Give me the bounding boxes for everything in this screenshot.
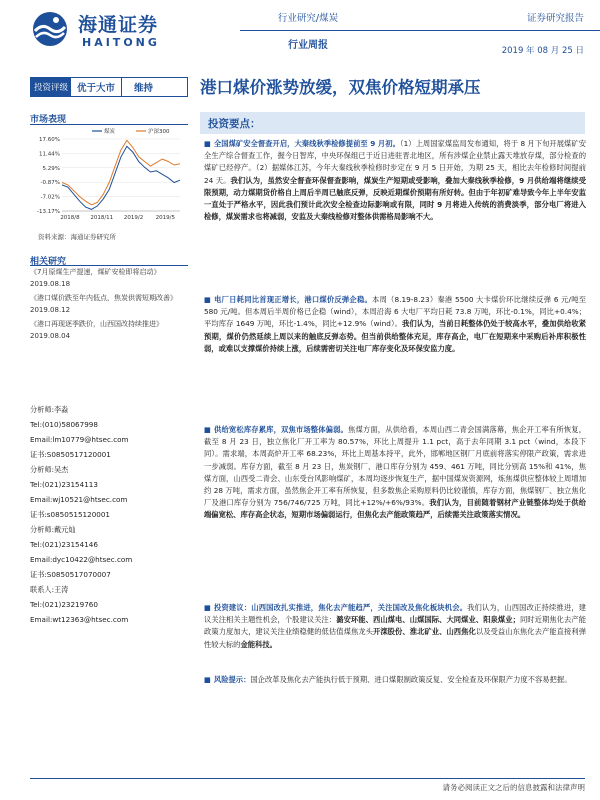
logo-cn-text: 海通证券 [78, 14, 159, 36]
paragraph-view: 我们认为，虽然安全督查环保督查影响，煤炭生产短期或受影响，叠加大秦线秋季检修，9 月供给端将继续受限预期，动力煤期货价格自上周后半周已触底反弹，反映近期煤价预期有所好转。但由于年初矿难导致今年上半年安监一直处于严格水平，因此我们预计此次安全检查边际影响或有限，同时 9 月将进入传统的消费淡季，部分电厂将进入检修，煤炭需求也将减弱，安监及大秦线检修对整体供需格局影响不大。 [204, 175, 586, 222]
related-item-title: 《港口再现逐季跌价，山西国改持续推进》 [30, 320, 163, 328]
y-tick-label: -7.02% [40, 194, 60, 201]
header-divider [240, 30, 600, 31]
y-tick-label: 17.60% [39, 137, 60, 143]
related-item-date: 2019.08.12 [30, 306, 71, 314]
analyst-email[interactable]: Email:wt12363@htsec.com [30, 615, 129, 624]
header-report-type: 行业周报 [288, 40, 328, 51]
paragraph-body: 焦煤方面，从供给看，本周山西二青会国满落幕，焦企开工率有所恢复，截至 8 月 23 日，独立焦化厂开工率为 80.57%，环比上周提升 1.1 pct，高于去年同期 3.1 pct（wind，本段下同）。需求端，本周高炉开工率 68.23%，环比上周基本持平，此外，邯郸地区钢厂月底前将落实停限产政策，需求进一步减弱。库存方面，截至 8 月 23 日，焦炭钢厂、港口库存分别为 459、461 万吨，同比分别高 15%和 41%，焦煤方面，山西受二青会、山东受台风影响煤矿，本周均逐步恢复生产，据中国煤炭资源网，炼焦煤供应整体较上周增加约 28 万吨，需求方面，虽然焦企开工率有所恢复，但多数焦企采购原料仍比较谨慎，库存方面，焦煤钢厂、独立焦化厂及港口库存分别为 756/746/725 万吨，同比+12%/+6%/93%。 [204, 425, 586, 508]
paragraph-lead-2: 山西国改扎实推进，焦化去产能趋严，关注国改及焦化板块机会。 [251, 603, 468, 612]
risk-body: 国企改革及焦化去产能执行低于预期、进口煤限制政策反复、安全检查及环保限产力度不容易把握。 [250, 675, 572, 684]
haitong-logo [30, 8, 190, 54]
analyst-contacts [30, 402, 190, 627]
legend-label: 煤炭 [104, 129, 116, 135]
analyst-tel: Tel:(021)23219760 [30, 600, 98, 609]
x-tick-label: 2018/11 [90, 215, 114, 221]
analyst-name: 联系人:王涛 [30, 585, 69, 594]
paragraph-lead: 电厂日耗同比首现正增长，港口煤价反弹企稳。 [214, 295, 372, 304]
stock-picks: 潞安环能、西山煤电、山煤国际、大同煤业、阳泉煤业； [336, 615, 520, 625]
analyst-cert: 证书:S0850517070007 [30, 570, 111, 579]
paragraph-view: 我们认为，当前日耗整体仍处于较高水平，叠加供给收紧预期，煤价仍然延续上周以来的触底反弹态势。但当前供给整体充足，库存高企，电厂在短期来中采购后补库积极性弱，或难以支撑煤价持续上涨，后续需密切关注电厂库存变化及环保安监力度。 [204, 319, 587, 353]
series-line-沪深300 [62, 140, 180, 204]
market-section-title: 市场表现 [30, 115, 67, 125]
related-section-title: 相关研究 [30, 257, 67, 267]
market-performance-chart [30, 125, 190, 225]
related-item-title: 《港口煤价跌至年内低点，焦炭供需短期改善》 [30, 294, 177, 302]
risk-lead: 风险提示： [213, 675, 251, 684]
analyst-block [30, 522, 190, 582]
legend-label: 沪深300 [148, 129, 170, 135]
related-item-title: 《7月原煤生产提速，煤矿安检即将启动》 [30, 268, 161, 276]
related-research-list [30, 266, 190, 344]
paragraph-body: 本周（8.19-8.23）秦港 5500 大卡煤价环比继续反弹 6 元/吨至 580 元/吨。但本周后半周价格已企稳（wind），本周沿海 6 大电厂平均日耗 73.8 万吨，环比-0.1%，同比+0.4%；平均库存 1649 万吨，环比-1.4%，同比+12.9%（wind）。 [204, 295, 587, 329]
y-tick-label: 5.29% [42, 165, 60, 172]
y-tick-label: -13.17% [37, 209, 60, 215]
key-point-paragraph [204, 602, 586, 651]
bullet-icon: ■ [204, 139, 211, 148]
bullet-icon: ■ [204, 295, 212, 304]
rating-value: 优于大市 [71, 78, 122, 96]
header-date: 2019 年 08 月 25 日 [501, 46, 584, 56]
key-point-paragraph [204, 424, 586, 522]
analyst-block [30, 462, 190, 522]
analyst-name: 分析师:吴杰 [30, 465, 69, 474]
report-title: 港口煤价涨势放缓，双焦价格短期承压 [200, 78, 481, 97]
paragraph-body: （1）上周国家煤监局发布通知，将于 8 月下旬开展煤矿安全生产综合督查工作，握今日智库，中央环保组已于近日进驻晋北地区，所有涉煤企业禁止露天堆放存煤，部分检查的煤矿已经停产。（2）据媒体江苏，今年大秦线秋季检修时步定在 9 月 5 日开始，为期 25 天，相比去年检修时间提前 24 天。 [204, 139, 586, 185]
header-category: 行业研究/煤炭 [277, 13, 339, 24]
related-item[interactable] [30, 292, 190, 316]
paragraph-view: 我们认为，目前随着钢材产业链整体均处于供给端偏宽松、库存高企状态，短期市场偏弱运行，但焦化去产能政策趋严，后续需关注政策落实情况。 [204, 498, 587, 520]
bullet-icon: ■ [204, 675, 211, 684]
analyst-name: 分析师:戴元灿 [30, 525, 76, 534]
related-item[interactable] [30, 266, 190, 290]
bullet-icon: ■ [204, 425, 212, 434]
paragraph-body-2: 同时近期焦化去产能政策力度加大，建议关注业绩稳健的低估值煤焦龙头 [204, 615, 587, 637]
analyst-tel: Tel:(021)23154113 [30, 480, 98, 489]
stock-picks-2: 开滦股份、淮北矿业、山西焦化 [372, 627, 476, 637]
x-tick-label: 2018/8 [60, 215, 80, 221]
key-point-paragraph [204, 138, 586, 223]
bullet-icon: ■ [204, 603, 212, 612]
analyst-tel: Tel:(010)58067998 [30, 420, 98, 429]
related-item[interactable] [30, 318, 190, 342]
y-tick-label: 11.44% [39, 151, 60, 158]
related-item-date: 2019.08.18 [30, 280, 71, 288]
analyst-email[interactable]: Email:lm10779@htsec.com [30, 435, 129, 444]
analyst-block [30, 582, 190, 627]
series-line-煤炭 [62, 146, 180, 209]
logo-en-text: HAITONG [82, 36, 160, 49]
paragraph-body: 我们认为，山西国改正持续推进，建议关注相关主题性机会，个股建议关注： [204, 603, 587, 625]
key-points-title: 投资要点： [208, 118, 261, 130]
analyst-email[interactable]: Email:wj10521@htsec.com [30, 495, 128, 504]
paragraph-lead: 投资建议： [214, 603, 252, 612]
report-header [0, 0, 600, 58]
analyst-tel: Tel:(021)23154146 [30, 540, 98, 549]
header-series: 证券研究报告 [526, 13, 584, 24]
rating-label: 投资评级 [31, 78, 71, 96]
analyst-cert: 证书:s0850515120001 [30, 510, 110, 519]
y-tick-label: -0.87% [40, 180, 60, 187]
rating-trend: 维持 [134, 83, 154, 94]
key-points-bar [200, 112, 585, 134]
paragraph-lead: 全国煤矿安全督查开启，大秦线秋季检修提前至 9 月初。 [213, 139, 400, 148]
investment-rating [30, 77, 188, 97]
x-tick-label: 2019/2 [123, 215, 144, 221]
paragraph-body-3: 以及受益山东焦化去产能直接利弹性较大标的 [204, 627, 586, 649]
stock-picks-3: 金能科技。 [240, 639, 277, 649]
related-item-date: 2019.08.04 [30, 332, 71, 340]
analyst-name: 分析师:李淼 [30, 405, 69, 414]
analyst-email[interactable]: Email:dyc10422@htsec.com [30, 555, 133, 564]
key-point-paragraph [204, 294, 586, 355]
analyst-block [30, 402, 190, 462]
haitong-wave-icon [30, 10, 70, 48]
chart-source: 资料来源：海通证券研究所 [38, 233, 116, 241]
footer-disclaimer: 请务必阅读正文之后的信息披露和法律声明 [442, 783, 585, 792]
paragraph-lead: 供给宽松库存累库，双焦市场整体偏弱。 [214, 425, 348, 434]
analyst-cert: 证书:S0850517120001 [30, 450, 111, 459]
footer-divider [30, 778, 585, 779]
x-tick-label: 2019/5 [155, 215, 175, 221]
risk-paragraph [204, 674, 586, 686]
